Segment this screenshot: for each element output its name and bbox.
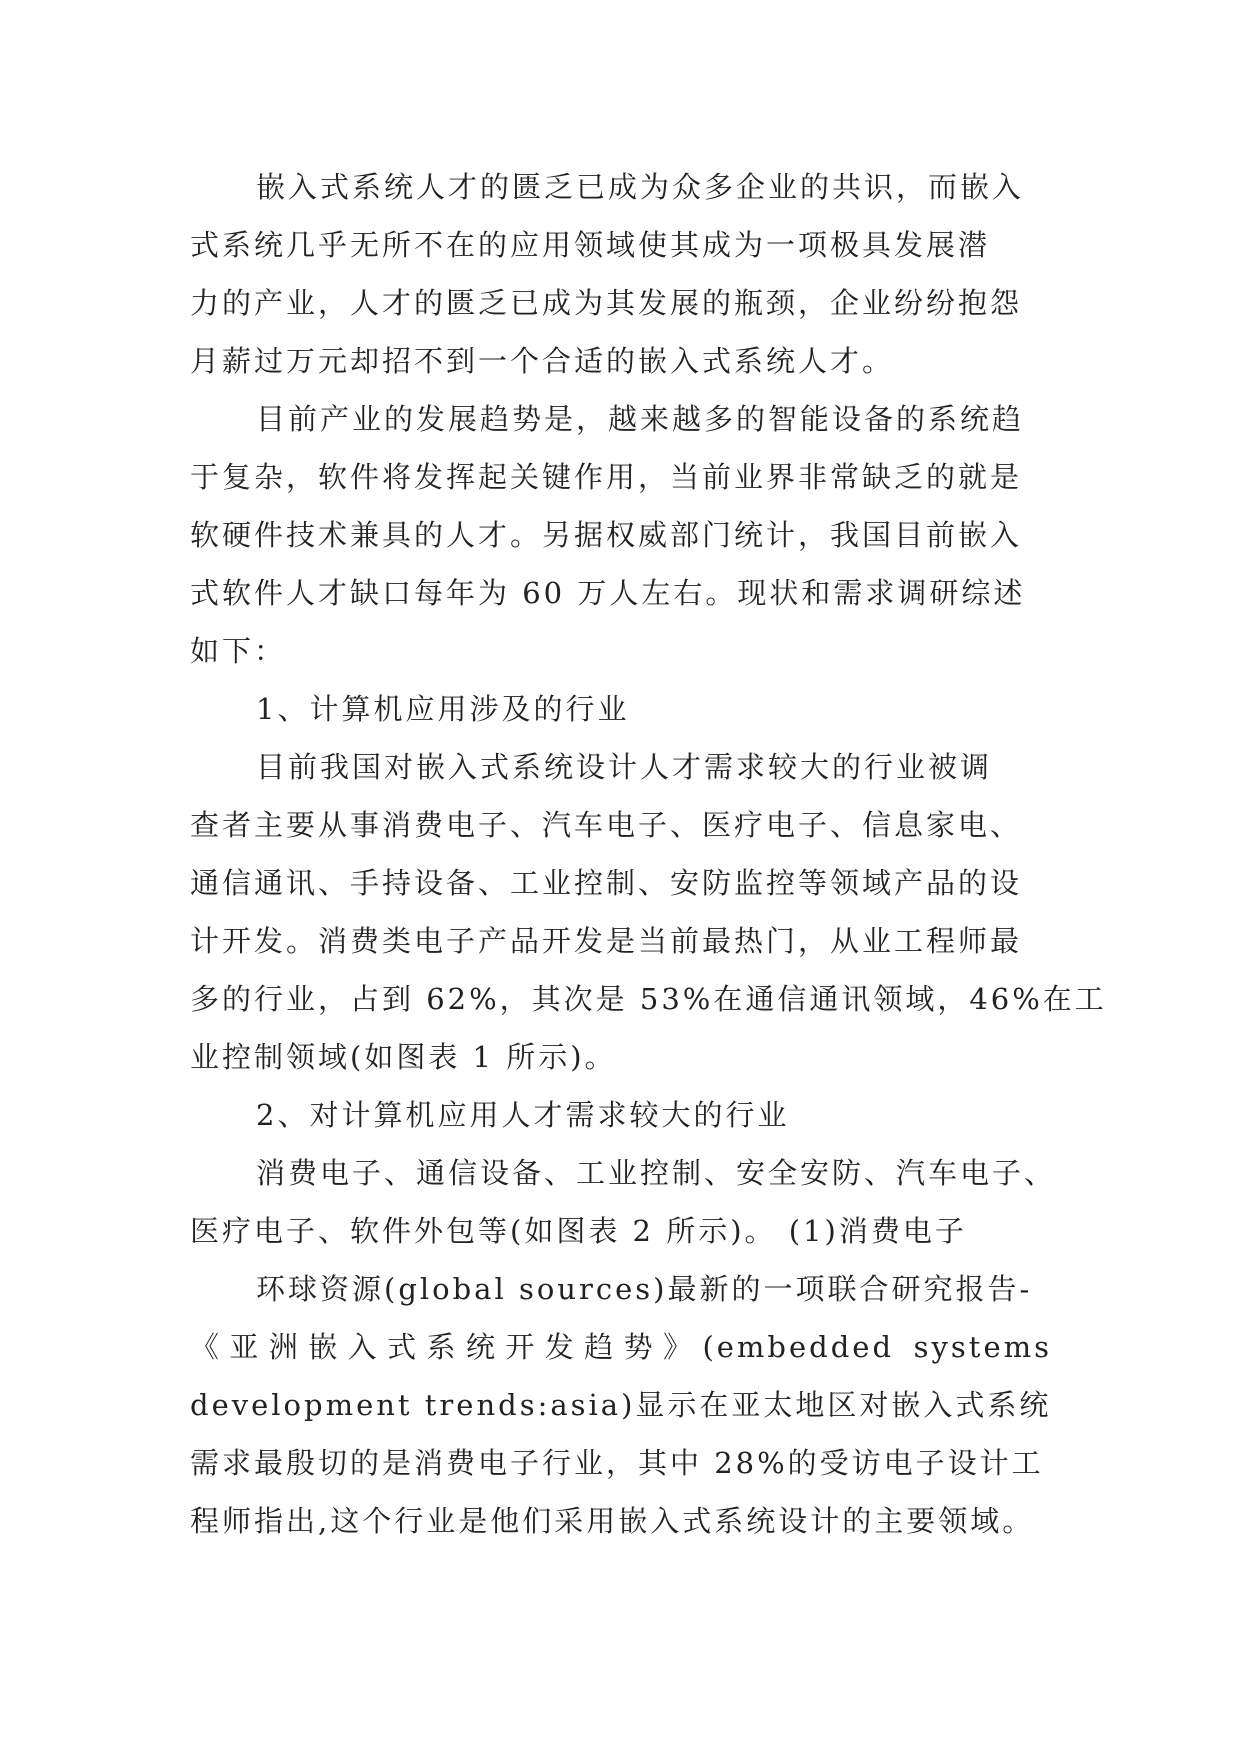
paragraph-line: 通信通讯、手持设备、工业控制、安防监控等领域产品的设 <box>190 866 1023 900</box>
paragraph-line: 嵌入式系统人才的匮乏已成为众多企业的共识，而嵌入 <box>256 170 1025 204</box>
paragraph-line: 查者主要从事消费电子、汽车电子、医疗电子、信息家电、 <box>190 808 1023 842</box>
paragraph-line: development trends:asia)显示在亚太地区对嵌入式系统 <box>190 1388 1052 1422</box>
paragraph-line: 程师指出,这个行业是他们采用嵌入式系统设计的主要领域。 <box>190 1504 1035 1538</box>
paragraph-line: 业控制领域(如图表 1 所示)。 <box>190 1040 617 1074</box>
paragraph-line: 目前我国对嵌入式系统设计人才需求较大的行业被调 <box>256 750 993 784</box>
paragraph-line: 目前产业的发展趋势是，越来越多的智能设备的系统趋 <box>256 402 1025 436</box>
paragraph-line: 消费电子、通信设备、工业控制、安全安防、汽车电子、 <box>256 1156 1057 1190</box>
paragraph-line: 医疗电子、软件外包等(如图表 2 所示)。 (1)消费电子 <box>190 1214 967 1248</box>
paragraph-line: 需求最殷切的是消费电子行业，其中 28%的受访电子设计工 <box>190 1446 1044 1480</box>
paragraph-line: 计开发。消费类电子产品开发是当前最热门，从业工程师最 <box>190 924 1023 958</box>
paragraph-line: 力的产业，人才的匮乏已成为其发展的瓶颈，企业纷纷抱怨 <box>190 286 1023 320</box>
section-heading: 2、对计算机应用人才需求较大的行业 <box>256 1098 790 1132</box>
paragraph-line: 如下： <box>190 634 287 668</box>
paragraph-line: 多的行业，占到 62%，其次是 53%在通信通讯领域，46%在工 <box>190 982 1107 1016</box>
section-heading: 1、计算机应用涉及的行业 <box>256 692 630 726</box>
paragraph-line: 软硬件技术兼具的人才。另据权威部门统计，我国目前嵌入 <box>190 518 1023 552</box>
paragraph-line: 于复杂，软件将发挥起关键作用，当前业界非常缺乏的就是 <box>190 460 1023 494</box>
document-body <box>190 158 1107 1550</box>
paragraph-line: 式软件人才缺口每年为 60 万人左右。现状和需求调研综述 <box>190 576 1026 610</box>
paragraph-line: 环球资源(global sources)最新的一项联合研究报告- <box>256 1272 1033 1306</box>
paragraph-line: 式系统几乎无所不在的应用领域使其成为一项极具发展潜 <box>190 228 991 262</box>
paragraph-line: 《亚洲嵌入式系统开发趋势》(embedded systems <box>190 1330 1052 1364</box>
paragraph-line: 月薪过万元却招不到一个合适的嵌入式系统人才。 <box>190 344 895 378</box>
